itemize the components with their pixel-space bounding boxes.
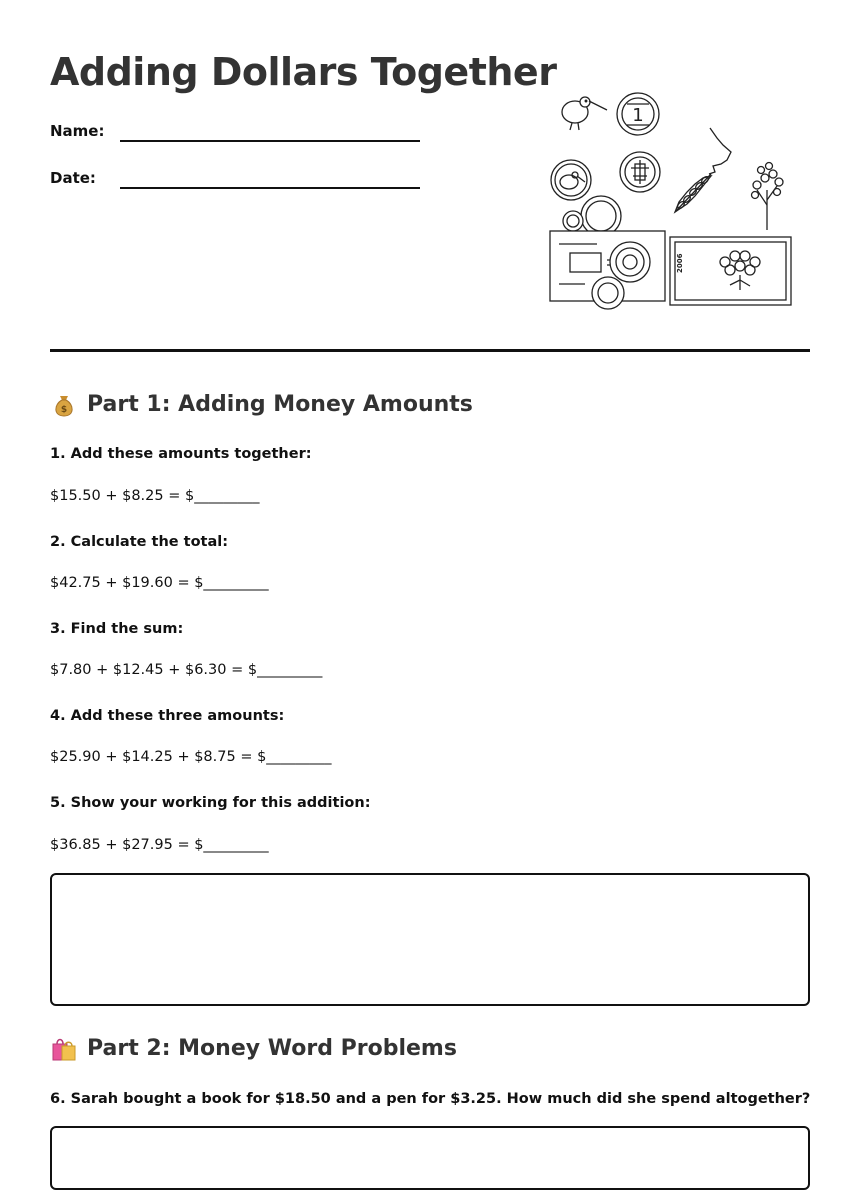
question-1-prompt: 1. Add these amounts together: (50, 446, 312, 462)
kiwi-coin-icon (551, 160, 591, 200)
banknote-left-icon (550, 231, 665, 309)
name-label: Name: (50, 122, 105, 140)
tiki-coin-icon (620, 152, 660, 192)
question-3-equation[interactable]: $7.80 + $12.45 + $6.30 = $_________ (50, 662, 323, 678)
question-4-prompt: 4. Add these three amounts: (50, 708, 285, 724)
pohutukawa-branch-icon (752, 163, 784, 231)
coin-value: 1 (632, 105, 644, 126)
question-3-prompt: 3. Find the sum: (50, 621, 184, 637)
question-6-prompt: 6. Sarah bought a book for $18.50 and a pen for $3.25. How much did she spend altogether? (50, 1091, 811, 1107)
header-divider (50, 349, 810, 352)
question-5-equation[interactable]: $36.85 + $27.95 = $_________ (50, 837, 269, 853)
date-label: Date: (50, 169, 96, 187)
shopping-bags-icon (50, 1034, 78, 1062)
small-coins-icon (563, 196, 621, 236)
date-field (50, 164, 430, 194)
one-dollar-coin-icon (617, 93, 659, 135)
question-2-equation[interactable]: $42.75 + $19.60 = $_________ (50, 575, 269, 591)
part2-heading (50, 1034, 457, 1062)
question-5-working-box[interactable] (50, 873, 810, 1006)
money-bag-icon (50, 390, 78, 418)
part2-title: Part 2: Money Word Problems (87, 1035, 457, 1061)
banknote-year: 2006 (676, 253, 684, 273)
question-5-prompt: 5. Show your working for this addition: (50, 795, 371, 811)
kiwi-bird-icon (562, 97, 607, 130)
name-write-line[interactable] (120, 140, 420, 142)
banknote-right-icon (670, 237, 791, 305)
name-field (50, 117, 430, 147)
question-1-equation[interactable]: $15.50 + $8.25 = $_________ (50, 488, 260, 504)
part1-title: Part 1: Adding Money Amounts (87, 391, 473, 417)
worksheet-title: Adding Dollars Together (50, 50, 557, 94)
part1-heading (50, 390, 473, 418)
svg-text:$: $ (60, 405, 68, 415)
date-write-line[interactable] (120, 187, 420, 189)
question-6-answer-box[interactable] (50, 1126, 810, 1190)
question-2-prompt: 2. Calculate the total: (50, 534, 229, 550)
nz-money-coins-notes-icon (545, 90, 800, 315)
fern-leaf-icon (675, 174, 711, 212)
question-4-equation[interactable]: $25.90 + $14.25 + $8.75 = $_________ (50, 749, 332, 765)
